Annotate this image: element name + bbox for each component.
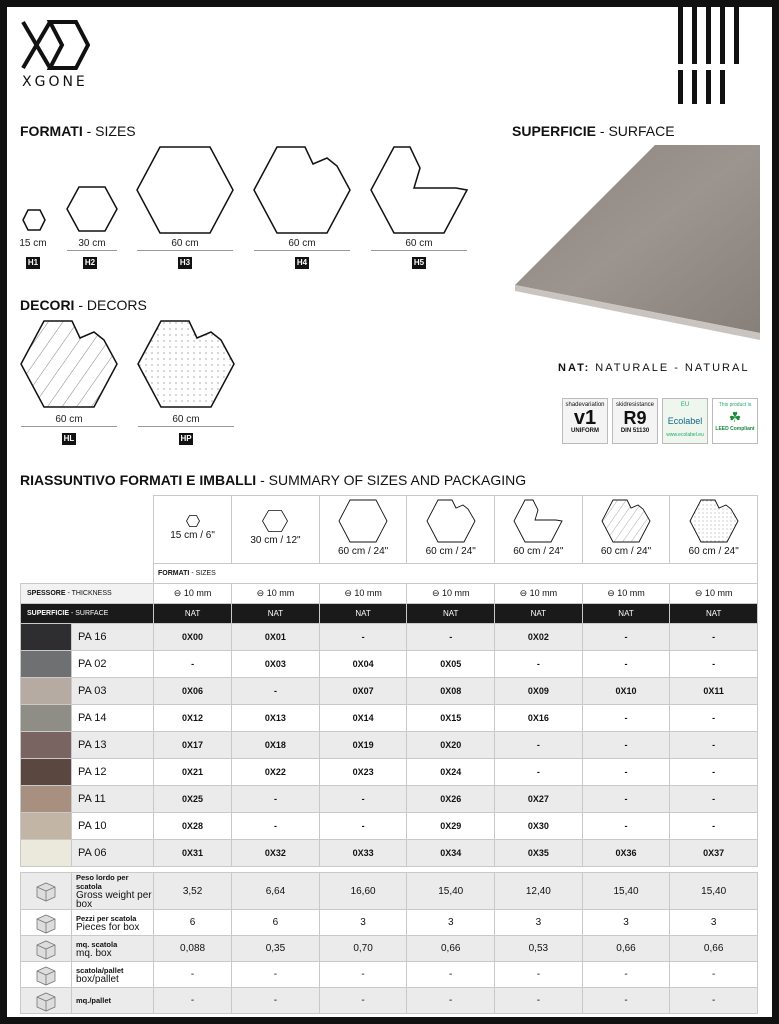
summary-table [20, 495, 758, 1014]
packaging-value: 3 [319, 910, 407, 936]
article-code: 0X32 [232, 840, 320, 867]
article-code: - [232, 678, 320, 705]
article-code: 0X00 [154, 624, 232, 651]
packaging-value: 3 [495, 910, 583, 936]
decor-dots-hexagon-icon [137, 320, 235, 408]
thickness-label: SPESSORE - THICKNESS [21, 584, 154, 604]
box-icon [21, 873, 72, 910]
article-code: - [232, 813, 320, 840]
article-code: 0X03 [232, 651, 320, 678]
box-icon [21, 962, 72, 988]
article-code: 0X08 [407, 678, 495, 705]
article-code: 0X09 [495, 678, 583, 705]
size-label-h1: 15 cm [19, 238, 47, 249]
article-code: 0X23 [319, 759, 407, 786]
packaging-value: 3,52 [154, 873, 232, 910]
brand-name: XGONE [22, 74, 88, 90]
article-code: 0X01 [232, 624, 320, 651]
surface-cell: NAT [154, 604, 232, 624]
summary-size-h4: 60 cm / 24" [407, 496, 495, 564]
color-name: PA 12 [72, 759, 154, 786]
thickness-cell: ⊖ 10 mm [495, 584, 583, 604]
hexagon-h1-icon [22, 209, 46, 231]
packaging-row [21, 873, 758, 910]
article-code: 0X28 [154, 813, 232, 840]
code-badge-h4: H4 [296, 258, 308, 267]
packaging-value: - [154, 988, 232, 1014]
article-code: 0X25 [154, 786, 232, 813]
color-row [21, 651, 758, 678]
code-badge-h3: H3 [179, 258, 191, 267]
article-code: 0X18 [232, 732, 320, 759]
code-badge-hp: HP [180, 434, 192, 443]
article-code: 0X35 [495, 840, 583, 867]
article-code: - [319, 624, 407, 651]
article-code: 0X26 [407, 786, 495, 813]
box-icon [21, 936, 72, 962]
packaging-label: Peso lordo per scatola Gross weight per box [72, 873, 154, 910]
article-code: 0X34 [407, 840, 495, 867]
color-name: PA 11 [72, 786, 154, 813]
packaging-value: 6,64 [232, 873, 320, 910]
color-swatch [21, 678, 72, 705]
thickness-cell: ⊖ 10 mm [319, 584, 407, 604]
packaging-value: 16,60 [319, 873, 407, 910]
color-swatch [21, 624, 72, 651]
code-badge-h1: H1 [27, 258, 39, 267]
article-code: - [495, 759, 583, 786]
surface-cell: NAT [407, 604, 495, 624]
decor-lines-hexagon-icon [20, 320, 118, 408]
article-code: - [670, 732, 758, 759]
color-row [21, 624, 758, 651]
color-row [21, 840, 758, 867]
color-name: PA 06 [72, 840, 154, 867]
packaging-value: - [232, 962, 320, 988]
packaging-value: 3 [670, 910, 758, 936]
color-row [21, 813, 758, 840]
hexagon-h5-icon [370, 146, 468, 234]
article-code: 0X19 [319, 732, 407, 759]
color-swatch [21, 705, 72, 732]
packaging-value: - [582, 988, 670, 1014]
article-code: - [670, 786, 758, 813]
article-code: - [495, 651, 583, 678]
packaging-row [21, 910, 758, 936]
article-code: - [495, 732, 583, 759]
size-label-h5: 60 cm [405, 238, 433, 249]
color-swatch [21, 732, 72, 759]
thickness-cell: ⊖ 10 mm [232, 584, 320, 604]
thickness-cell: ⊖ 10 mm [670, 584, 758, 604]
surface-cell: NAT [495, 604, 583, 624]
article-code: - [582, 813, 670, 840]
packaging-value: - [407, 962, 495, 988]
decors-title: DECORI - DECORS [20, 297, 147, 313]
article-code: - [582, 705, 670, 732]
summary-size-h1: 15 cm / 6" [154, 496, 232, 564]
color-name: PA 02 [72, 651, 154, 678]
packaging-value: - [407, 988, 495, 1014]
color-swatch [21, 759, 72, 786]
packaging-value: 15,40 [582, 873, 670, 910]
hexagon-h2-icon [66, 186, 118, 232]
packaging-value: 0,66 [670, 936, 758, 962]
surface-cell: NAT [319, 604, 407, 624]
article-code: 0X10 [582, 678, 670, 705]
article-code: 0X27 [495, 786, 583, 813]
surface-cell: NAT [670, 604, 758, 624]
summary-size-hp: 60 cm / 24" [670, 496, 758, 564]
article-code: - [582, 624, 670, 651]
article-code: 0X31 [154, 840, 232, 867]
packaging-row [21, 988, 758, 1014]
thickness-cell: ⊖ 10 mm [582, 584, 670, 604]
code-badge-hl: HL [63, 434, 75, 443]
box-icon [21, 910, 72, 936]
article-code: - [582, 651, 670, 678]
article-code: - [407, 624, 495, 651]
article-code: 0X14 [319, 705, 407, 732]
article-code: 0X06 [154, 678, 232, 705]
summary-size-hl: 60 cm / 24" [582, 496, 670, 564]
packaging-value: - [319, 988, 407, 1014]
ecolabel-badge: EU Ecolabel www.ecolabel.eu [662, 398, 708, 444]
color-name: PA 13 [72, 732, 154, 759]
article-code: - [670, 624, 758, 651]
brand-logo [20, 20, 100, 90]
color-name: PA 14 [72, 705, 154, 732]
packaging-value: - [670, 988, 758, 1014]
article-code: 0X16 [495, 705, 583, 732]
article-code: - [154, 651, 232, 678]
packaging-row [21, 962, 758, 988]
article-code: 0X07 [319, 678, 407, 705]
tile-surface-image [505, 145, 760, 340]
article-code: 0X17 [154, 732, 232, 759]
size-label-h3: 60 cm [171, 238, 199, 249]
summary-size-h2: 30 cm / 12" [232, 496, 320, 564]
packaging-value: - [154, 962, 232, 988]
surface-cell: NAT [582, 604, 670, 624]
packaging-value: 6 [154, 910, 232, 936]
packaging-label: scatola/pallet box/pallet [72, 962, 154, 988]
surface-label: SUPERFICIE - SURFACE [21, 604, 154, 624]
surface-cell: NAT [232, 604, 320, 624]
skid-resistance-badge: skidresistance R9 DIN 51130 [612, 398, 658, 444]
sizes-title: FORMATI - SIZES [20, 123, 136, 139]
color-name: PA 10 [72, 813, 154, 840]
packaging-row [21, 936, 758, 962]
article-code: - [319, 786, 407, 813]
summary-size-h3: 60 cm / 24" [319, 496, 407, 564]
article-code: 0X11 [670, 678, 758, 705]
packaging-value: - [495, 988, 583, 1014]
packaging-value: 6 [232, 910, 320, 936]
thickness-cell: ⊖ 10 mm [407, 584, 495, 604]
color-swatch [21, 651, 72, 678]
color-row [21, 705, 758, 732]
packaging-label: mq. scatola mq. box [72, 936, 154, 962]
summary-title: RIASSUNTIVO FORMATI E IMBALLI - SUMMARY OF SIZES AND PACKAGING [20, 472, 527, 488]
xgone-logo-icon [20, 20, 90, 72]
color-name: PA 03 [72, 678, 154, 705]
color-swatch [21, 813, 72, 840]
article-code: 0X02 [495, 624, 583, 651]
surface-title: SUPERFICIE - SURFACE [512, 123, 675, 139]
article-code: - [582, 786, 670, 813]
article-code: 0X15 [407, 705, 495, 732]
packaging-value: 15,40 [407, 873, 495, 910]
packaging-value: - [670, 962, 758, 988]
article-code: - [670, 759, 758, 786]
color-row [21, 786, 758, 813]
color-row [21, 759, 758, 786]
hexagon-h4-icon [253, 146, 351, 234]
thickness-cell: ⊖ 10 mm [154, 584, 232, 604]
clover-icon: ☘ [728, 409, 742, 425]
color-swatch [21, 840, 72, 867]
size-label-h4: 60 cm [288, 238, 316, 249]
article-code: 0X36 [582, 840, 670, 867]
packaging-value: 15,40 [670, 873, 758, 910]
hexagon-h3-icon [136, 146, 234, 234]
packaging-value: 0,35 [232, 936, 320, 962]
size-label-hl: 60 cm [55, 414, 83, 425]
color-name: PA 16 [72, 624, 154, 651]
packaging-value: 0,66 [582, 936, 670, 962]
article-code: 0X21 [154, 759, 232, 786]
packaging-value: - [495, 962, 583, 988]
article-code: - [232, 786, 320, 813]
packaging-value: 0,70 [319, 936, 407, 962]
article-code: 0X24 [407, 759, 495, 786]
article-code: - [582, 759, 670, 786]
surface-nat-label: NAT: NATURALE - NATURAL [558, 362, 750, 374]
code-badge-h2: H2 [84, 258, 96, 267]
article-code: - [582, 732, 670, 759]
article-code: 0X05 [407, 651, 495, 678]
summary-size-h5: 60 cm / 24" [495, 496, 583, 564]
packaging-value: 0,088 [154, 936, 232, 962]
size-label-hp: 60 cm [172, 414, 200, 425]
article-code: - [670, 705, 758, 732]
color-row [21, 678, 758, 705]
article-code: 0X04 [319, 651, 407, 678]
packaging-label: Pezzi per scatola Pieces for box [72, 910, 154, 936]
article-code: 0X29 [407, 813, 495, 840]
color-row [21, 732, 758, 759]
packaging-value: 0,66 [407, 936, 495, 962]
article-code: - [670, 651, 758, 678]
formati-sizes-label: FORMATI - SIZES [154, 564, 758, 584]
article-code: 0X30 [495, 813, 583, 840]
packaging-value: - [232, 988, 320, 1014]
article-code: 0X12 [154, 705, 232, 732]
article-code: 0X37 [670, 840, 758, 867]
shade-variation-badge: shadevariation v1 UNIFORM [562, 398, 608, 444]
article-code: 0X13 [232, 705, 320, 732]
article-code: 0X22 [232, 759, 320, 786]
size-label-h2: 30 cm [78, 238, 106, 249]
article-code: - [670, 813, 758, 840]
box-icon [21, 988, 72, 1014]
article-code: 0X33 [319, 840, 407, 867]
packaging-label: mq./pallet [72, 988, 154, 1014]
article-code: 0X20 [407, 732, 495, 759]
color-swatch [21, 786, 72, 813]
packaging-value: 3 [407, 910, 495, 936]
leed-badge: This product is ☘ LEED Compliant [712, 398, 758, 444]
packaging-value: - [319, 962, 407, 988]
code-badge-h5: H5 [413, 258, 425, 267]
article-code: - [319, 813, 407, 840]
packaging-value: 12,40 [495, 873, 583, 910]
packaging-value: 3 [582, 910, 670, 936]
bars-decoration-icon [678, 6, 740, 106]
packaging-value: 0,53 [495, 936, 583, 962]
packaging-value: - [582, 962, 670, 988]
